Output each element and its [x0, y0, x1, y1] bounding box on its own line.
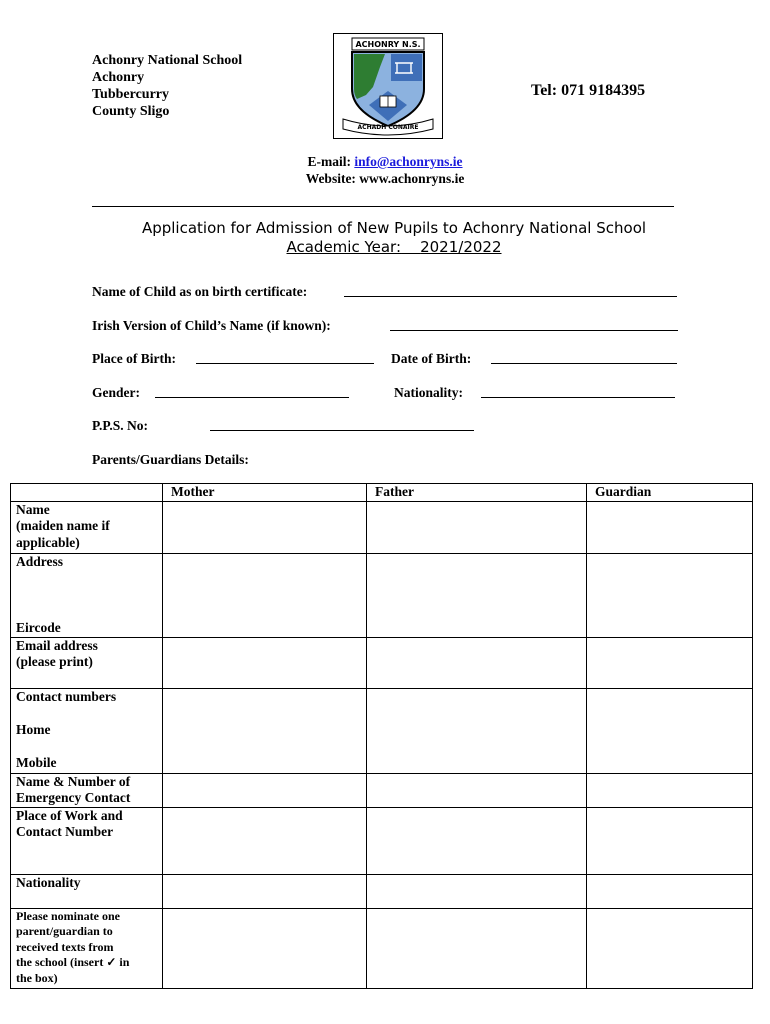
column-header-guardian: Guardian [587, 484, 753, 502]
date-of-birth-input[interactable] [491, 363, 677, 364]
father-work-cell[interactable] [367, 807, 587, 874]
table-row [11, 807, 753, 874]
place-of-birth-input[interactable] [196, 363, 374, 364]
table-row [11, 637, 753, 688]
email-link[interactable]: info@achonryns.ie [354, 154, 463, 169]
guardian-email-cell[interactable] [587, 637, 753, 688]
gender-label: Gender: [92, 385, 140, 400]
guardian-emergency-cell[interactable] [587, 773, 753, 807]
column-header-father: Father [367, 484, 587, 502]
place-of-birth-label: Place of Birth: [92, 351, 176, 366]
pps-label: P.P.S. No: [92, 418, 149, 433]
header-divider [92, 206, 674, 207]
father-name-cell[interactable] [367, 501, 587, 553]
svg-text:ACHADH CONAIRE: ACHADH CONAIRE [357, 124, 419, 131]
pps-input[interactable] [210, 430, 474, 431]
parents-heading: Parents/Guardians Details: [92, 452, 249, 467]
address-line: Achonry National School [92, 53, 243, 68]
title-line-1: Application for Admission of New Pupils to Achonry National School [141, 219, 647, 237]
nationality-label: Nationality: [394, 385, 463, 400]
contact-block [0, 153, 770, 187]
mother-work-cell[interactable] [163, 807, 367, 874]
row-label-address: Address Eircode [11, 553, 163, 637]
table-row [11, 908, 753, 988]
irish-name-input[interactable] [390, 330, 678, 331]
address-line: Achonry [92, 70, 145, 85]
column-header-mother: Mother [163, 484, 367, 502]
child-name-input[interactable] [344, 296, 677, 297]
website: Website: www.achonryns.ie [305, 171, 465, 186]
title-line-2: Academic Year: 2021/2022 [286, 238, 502, 256]
form-title [60, 219, 728, 257]
guardian-contact-cell[interactable] [587, 688, 753, 773]
mother-emergency-cell[interactable] [163, 773, 367, 807]
address-line: County Sligo [92, 104, 170, 119]
table-row [11, 773, 753, 807]
mother-contact-cell[interactable] [163, 688, 367, 773]
row-label-place-of-work: Place of Work and Contact Number [11, 807, 163, 874]
guardian-text-checkbox-cell[interactable] [587, 908, 753, 988]
father-address-cell[interactable] [367, 553, 587, 637]
table-header-row [11, 484, 753, 502]
father-text-checkbox-cell[interactable] [367, 908, 587, 988]
mother-name-cell[interactable] [163, 501, 367, 553]
father-contact-cell[interactable] [367, 688, 587, 773]
mother-address-cell[interactable] [163, 553, 367, 637]
row-label-text-nomination: Please nominate one parent/guardian to received texts from the school (insert ✓ in the box) [11, 908, 163, 988]
row-label-contact-numbers: Contact numbers Home Mobile [11, 688, 163, 773]
svg-text:ACHONRY N.S.: ACHONRY N.S. [355, 40, 421, 49]
telephone: Tel: 071 9184395 [531, 82, 646, 99]
date-of-birth-label: Date of Birth: [391, 351, 472, 366]
row-label-name: Name (maiden name if applicable) [11, 501, 163, 553]
child-name-label: Name of Child as on birth certificate: [92, 284, 308, 299]
father-emergency-cell[interactable] [367, 773, 587, 807]
school-address [92, 52, 242, 120]
table-row [11, 501, 753, 553]
father-nationality-cell[interactable] [367, 874, 587, 908]
school-crest-logo [333, 33, 443, 139]
row-label-email: Email address (please print) [11, 637, 163, 688]
email-label: E-mail: [307, 154, 351, 169]
parents-guardians-table [10, 483, 753, 989]
table-row [11, 874, 753, 908]
address-line: Tubbercurry [92, 87, 170, 102]
mother-text-checkbox-cell[interactable] [163, 908, 367, 988]
row-label-emergency-contact: Name & Number of Emergency Contact [11, 773, 163, 807]
table-row [11, 688, 753, 773]
guardian-address-cell[interactable] [587, 553, 753, 637]
guardian-name-cell[interactable] [587, 501, 753, 553]
father-email-cell[interactable] [367, 637, 587, 688]
mother-email-cell[interactable] [163, 637, 367, 688]
irish-name-label: Irish Version of Child’s Name (if known): [92, 318, 331, 333]
nationality-input[interactable] [481, 397, 675, 398]
row-label-nationality: Nationality [11, 874, 163, 908]
column-header-blank [11, 484, 163, 502]
mother-nationality-cell[interactable] [163, 874, 367, 908]
table-row [11, 553, 753, 637]
guardian-nationality-cell[interactable] [587, 874, 753, 908]
gender-input[interactable] [155, 397, 349, 398]
guardian-work-cell[interactable] [587, 807, 753, 874]
